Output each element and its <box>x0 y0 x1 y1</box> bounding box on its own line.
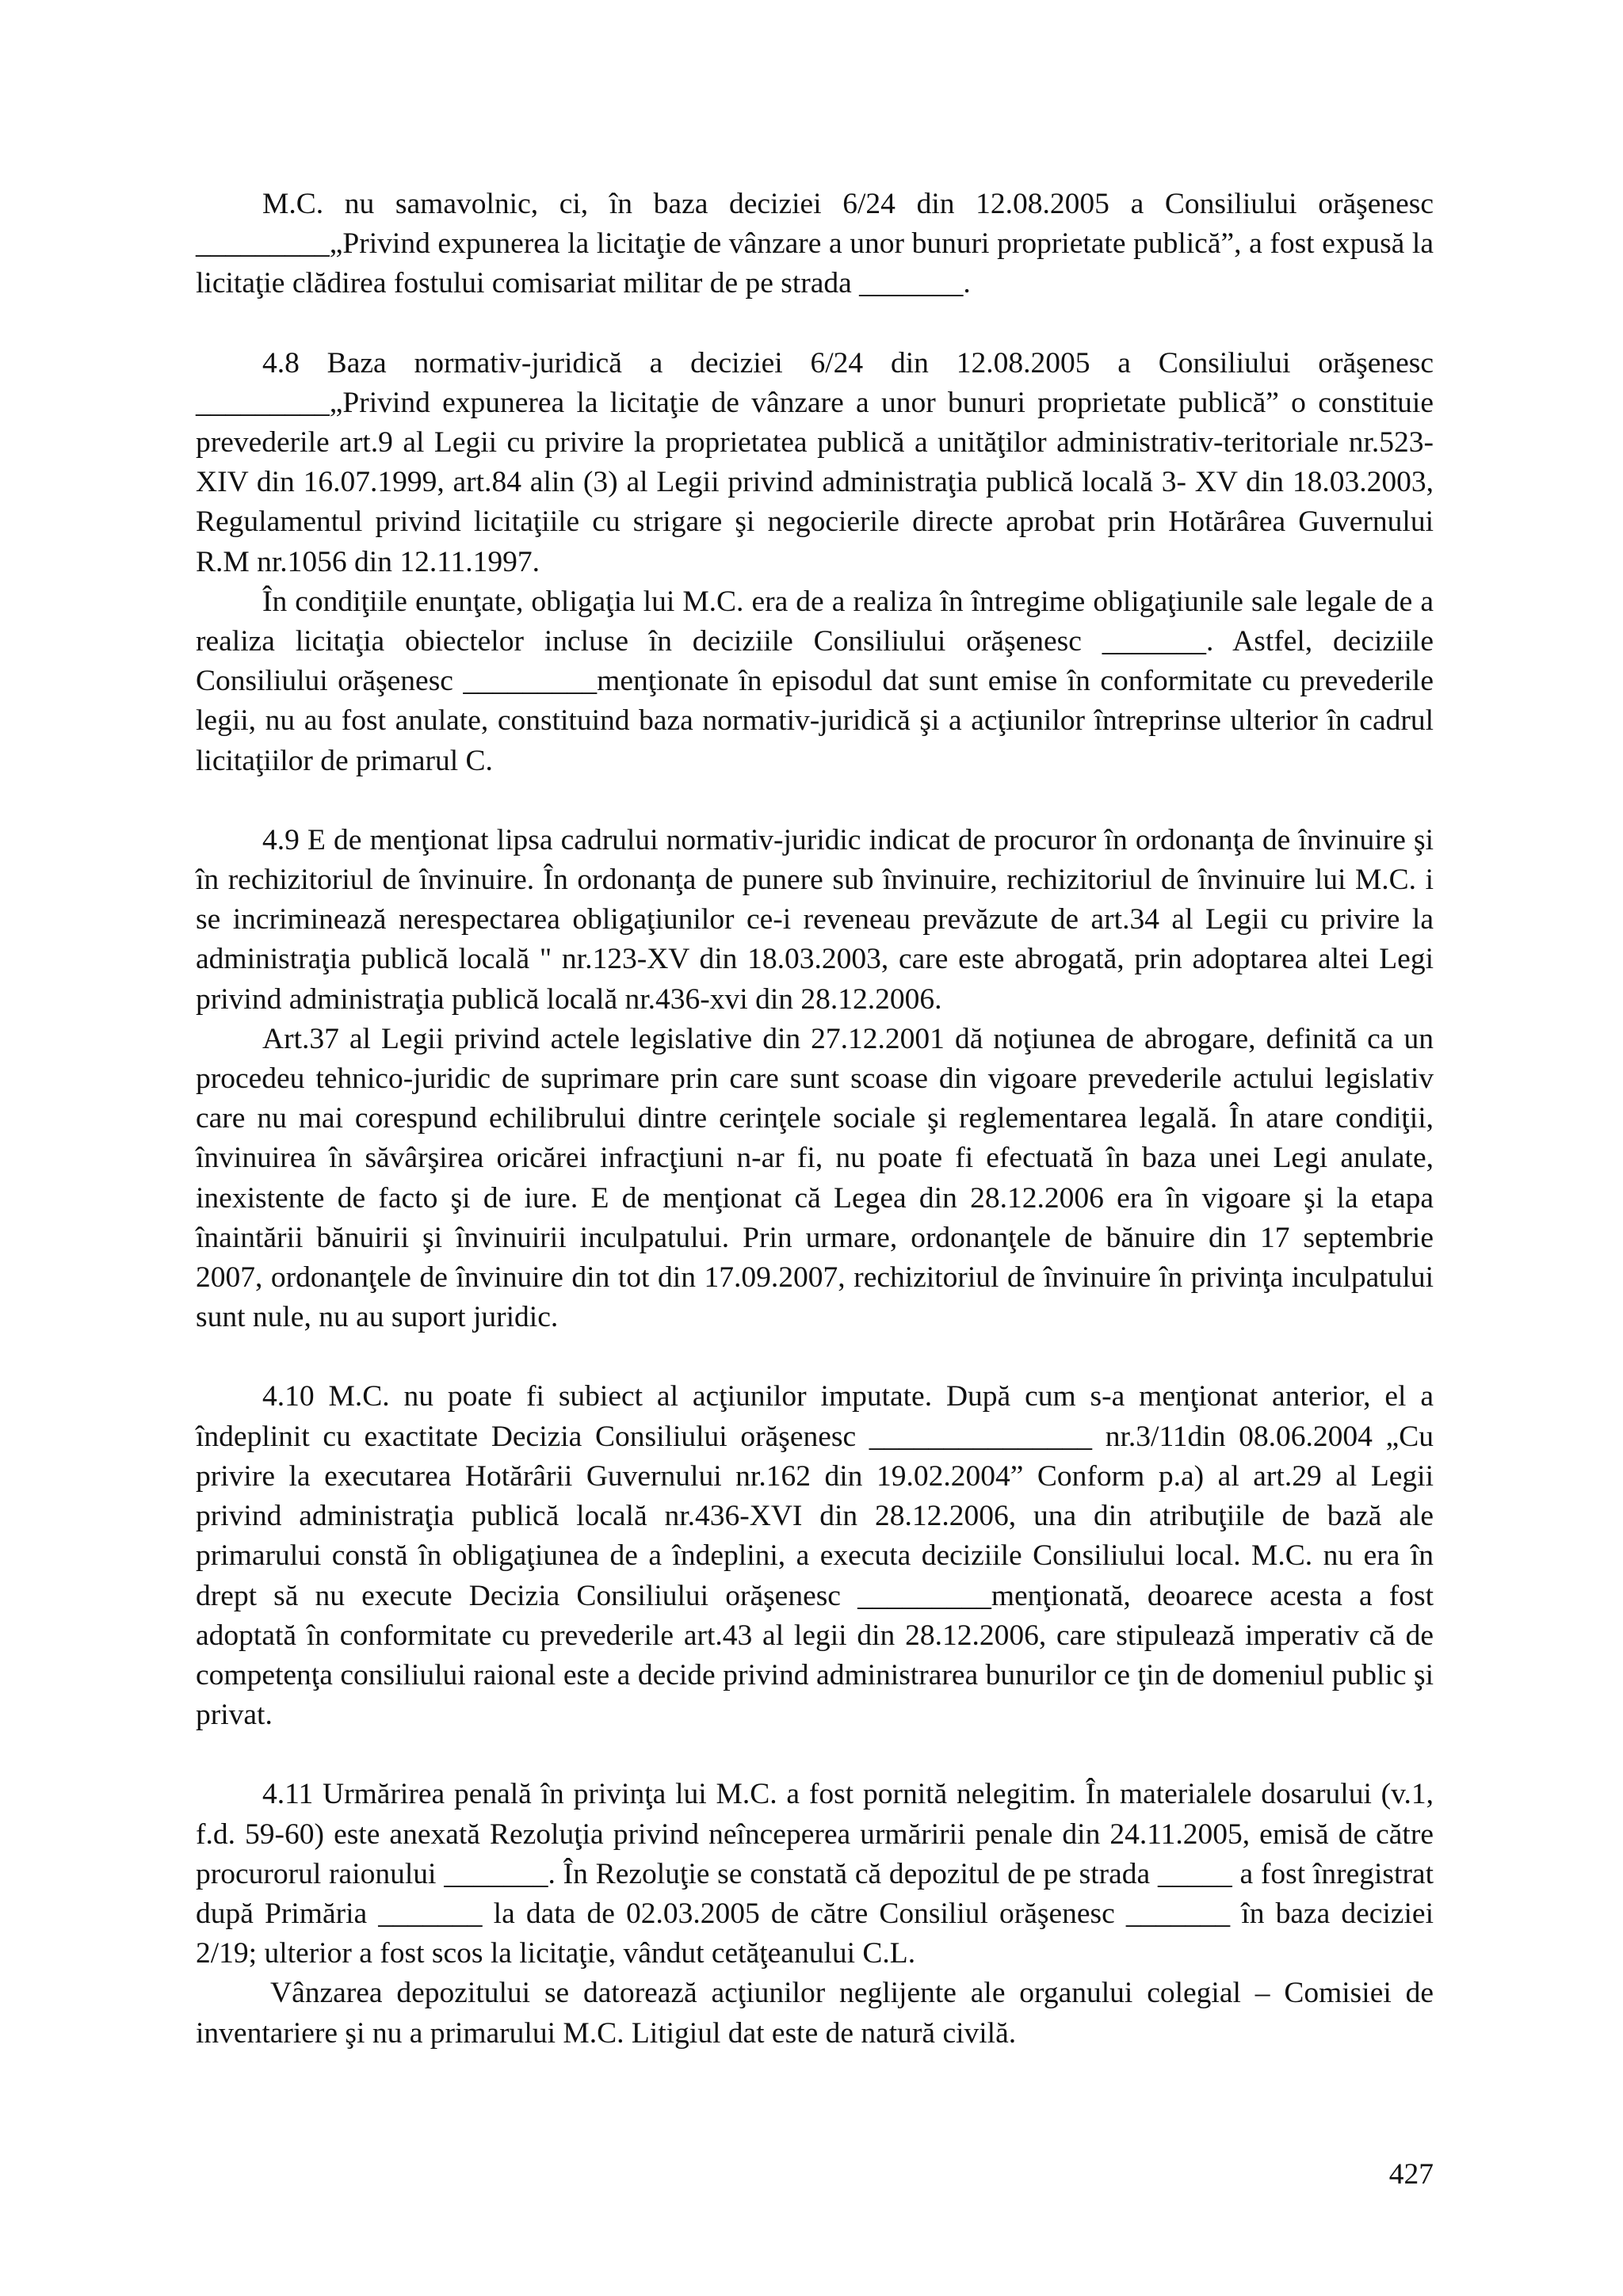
paragraph-sale-conclusion: Vânzarea depozitului se datorează acţiunilor neglijente ale organului colegial – Comisiei de inventariere şi nu a primarului M.C. Litigiul dat este de natură civilă. <box>196 1977 1434 2050</box>
paragraph-4-10: 4.10 M.C. nu poate fi subiect al acţiunilor imputate. După cum s-a menţionat anterior, el a îndeplinit cu exactitate Decizia Consiliului orăşenesc _______________ nr.3/11din 08.06.2004 „Cu privire la executarea Hotărârii Guvernului nr.162 din 19.02.2004” Conform p.a) al art.29 al Legii privind administraţia publică locală nr.436-XVI din 28.12.2006, una din atribuţiile de bază ale primarului constă în obligaţiunea de a îndeplini, a executa deciziile Consiliului local. M.C. nu era în drept să nu execute Decizia Consiliului orăşenesc _________menţionată, deoarece acesta a fost adoptată în conformitate cu prevederile art.43 al legii din 28.12.2006, care stipulează imperativ că de competenţa consiliului raional este a decide privind administrarea bunurilor ce ţin de domeniul public şi privat. <box>196 1380 1434 1732</box>
paragraph-4-9: 4.9 E de menţionat lipsa cadrului normativ-juridic indicat de procuror în ordonanţa de învinuire şi în rechizitoriul de învinuire. În ordonanţa de punere sub învinuire, rechizitoriul de învinuire lui M.C. i se incriminează nerespectarea obligaţiunilor ce-i reveneau prevăzute de art.34 al Legii cu privire la administraţia publică locală " nr.123-XV din 18.03.2003, care este abrogată, prin adoptarea altei Legi privind administraţia publică locală nr.436-xvi din 28.12.2006. <box>196 823 1434 1016</box>
paragraph-art-37: Art.37 al Legii privind actele legislative din 27.12.2001 dă noţiunea de abrogare, definită ca un procedeu tehnico-juridic de suprimare prin care sunt scoase din vigoare prevederile actului legislativ care nu mai corespund echilibrului dintre cerinţele sociale şi reglementarea legală. În atare condiţii, învinuirea în săvârşirea oricărei infracţiuni n-ar fi, nu poate fi efectuată în baza unei Legi anulate, inexistente de facto şi de iure. E de menţionat că Legea din 28.12.2006 era în vigoare şi la etapa înaintării bănuirii şi învinuirii inculpatului. Prin urmare, ordonanţele de bănuire din 17 septembrie 2007, ordonanţele de învinuire din tot din 17.09.2007, rechizitoriul de învinuire în privinţa inculpatului sunt nule, nu au suport juridic. <box>196 1022 1434 1334</box>
paragraph-4-8: 4.8 Baza normativ-juridică a deciziei 6/24 din 12.08.2005 a Consiliului orăşenesc _________„Privind expunerea la licitaţie de vânzare a unor bunuri proprietate publică” o constituie prevederile art.9 al Legii cu privire la proprietatea publică a unităţilor administrativ-teritoriale nr.523-XIV din 16.07.1999, art.84 alin (3) al Legii privind administraţia publică locală 3- XV din 18.03.2003, Regulamentul privind licitaţiile cu strigare şi negocierile directe aprobat prin Hotărârea Guvernului R.M nr.1056 din 12.11.1997. <box>196 346 1434 578</box>
paragraph-4-11: 4.11 Urmărirea penală în privinţa lui M.C. a fost pornită nelegitim. În materialele dosarului (v.1, f.d. 59-60) este anexată Rezoluţia privind neînceperea urmăririi penale din 24.11.2005, emisă de către procurorul raionului _______. În Rezoluţie se constată că depozitul de pe strada _____ a fost înregistrat după Primăria _______ la data de 02.03.2005 de către Consiliul orăşenesc _______ în baza deciziei 2/19; ulterior a fost scos la licitaţie, vândut cetăţeanului C.L. <box>196 1778 1434 1970</box>
page-number: 427 <box>1388 2158 1434 2191</box>
paragraph-conditions: În condiţiile enunţate, obligaţia lui M.C. era de a realiza în întregime obligaţiunile sale legale de a realiza licitaţia obiectelor incluse în deciziile Consiliului orăşenesc _______. Astfel, deciziile Consiliului orăşenesc _________menţionate în episodul dat sunt emise în conformitate cu prevederile legii, nu au fost anulate, constituind baza normativ-juridică şi a acţiunilor întreprinse ulterior în cadrul licitaţiilor de primarul C. <box>196 585 1434 777</box>
paragraph-mc-intro: M.C. nu samavolnic, ci, în baza deciziei 6/24 din 12.08.2005 a Consiliului orăşenesc _________„Privind expunerea la licitaţie de vânzare a unor bunuri proprietate publică”, a fost expusă la licitaţie clădirea fostului comisariat militar de pe strada _______. <box>196 188 1434 300</box>
document-body <box>196 185 1434 2054</box>
